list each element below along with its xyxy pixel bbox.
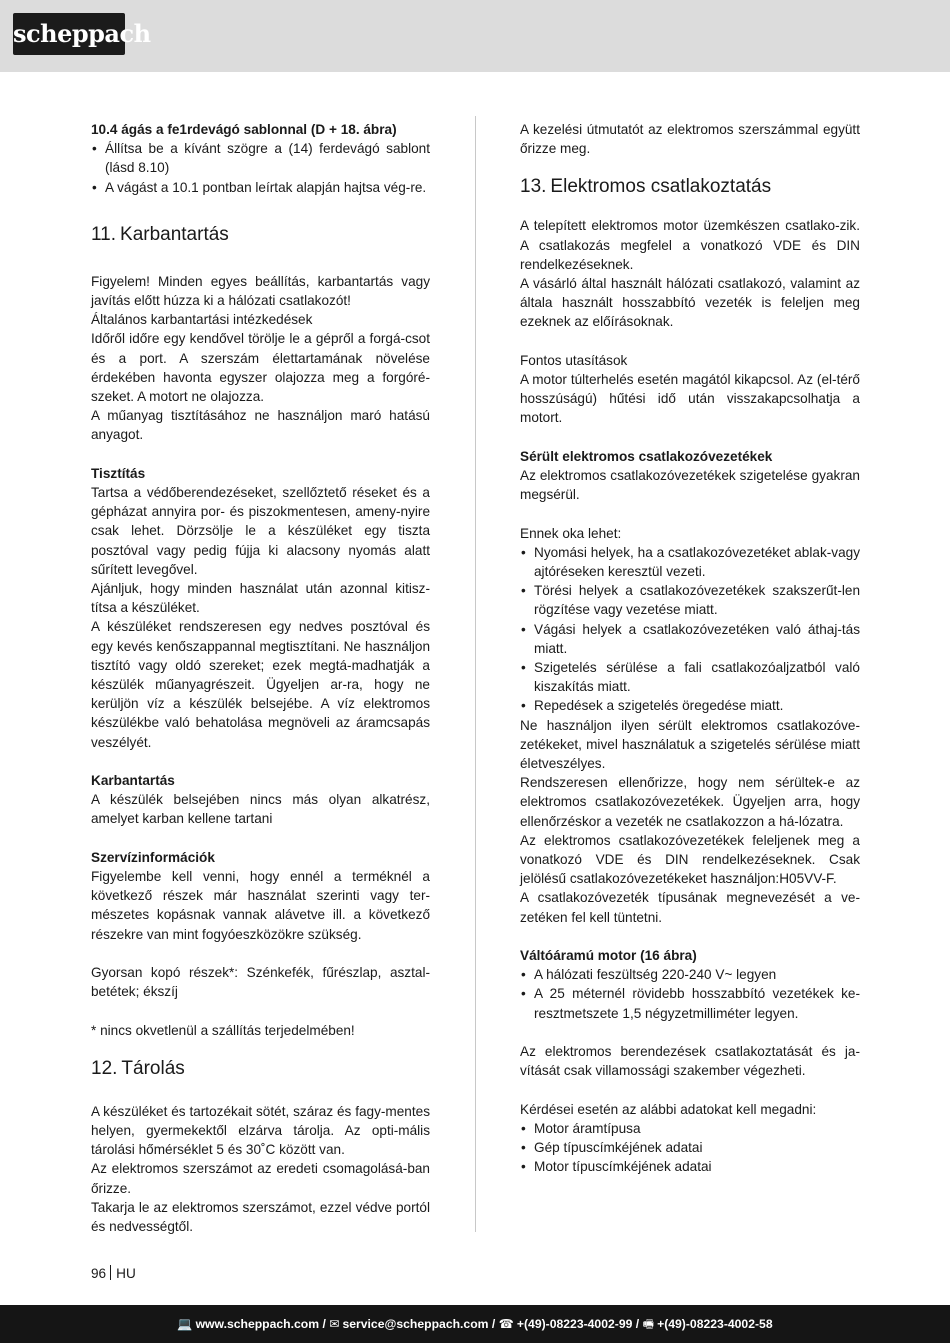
phone-number: +(49)-08223-4002-99 [516, 1317, 633, 1331]
paragraph: A műanyag tisztításához ne használjon maró hatású anyagot. [91, 408, 430, 443]
column-divider [475, 116, 476, 1232]
paragraph: Figyelembe kell venni, hogy ennél a terméknél a következő részek már használat szerinti vagy ter-mészetes kopásnak vannak alávetve ill. a következő részekre van mint fogyóeszközökre szükség. [91, 869, 430, 942]
section-title: Tárolás [121, 1057, 185, 1079]
computer-icon: 💻 [177, 1317, 193, 1331]
list-item: • A hálózati feszültség 220-240 V~ legyen [520, 965, 860, 984]
paragraph: A motor túlterhelés esetén magától kikapcsol. Az (el-térő hosszúságú) hűtési idő után visszakapcsolhatja a motort. [520, 372, 860, 426]
email-link[interactable]: service@scheppach.com [342, 1317, 489, 1331]
list-item: • Motor áramtípusa [520, 1119, 860, 1138]
list-item: • Törési helyek a csatlakozóvezetékek szakszerűt-len rögzítése vagy vezetése miatt. [520, 581, 860, 619]
list-item: • Motor típuscímkéjének adatai [520, 1157, 860, 1176]
phone-icon: ☎ [498, 1317, 514, 1331]
separator: / [635, 1317, 640, 1331]
page-number: 96 [91, 1266, 107, 1281]
paragraph: A készülék belsejében nincs más olyan alkatrész, amelyet karban kellene tartani [91, 792, 430, 827]
list-item: • Vágási helyek a csatlakozóvezetéken való áthaj-tás miatt. [520, 620, 860, 658]
damaged-cables-heading: Sérült elektromos csatlakozóvezetékek [520, 448, 773, 464]
section-title: Elektromos csatlakoztatás [550, 176, 772, 198]
page-header [0, 0, 950, 72]
paragraph: A vásárló által használt hálózati csatlakozó, valamint az általa használt hosszabbító vezeték is feleljen meg ezeknek az előírásoknak. [520, 276, 860, 330]
paragraph: A kezelési útmutatót az elektromos szerszámmal együtt őrizze meg. [520, 122, 860, 157]
paragraph: Az elektromos berendezések csatlakoztatását és ja-vítását csak villamossági szakember végezheti. [520, 1044, 860, 1079]
paragraph: Kérdései esetén az alábbi adatokat kell megadni: [520, 1101, 817, 1117]
paragraph: Ajánljuk, hogy minden használat után azonnal kitisz-títsa a készüléket. [91, 581, 430, 616]
scheppach-logo: scheppach [13, 13, 125, 55]
section-number: 11. [91, 223, 117, 245]
paragraph: Az elektromos csatlakozóvezetékek feleljenek meg a vonatkozó VDE és DIN rendelkezéseknek. Csak jelölésű csatlakozóvezetékeket használjon:H05VV-F. [520, 832, 860, 887]
left-column [91, 120, 430, 1236]
list-item: • Nyomási helyek, ha a csatlakozóvezetéket ablak-vagy ajtóréseken keresztül vezeti. [520, 543, 860, 581]
fax-number: +(49)-08223-4002-58 [657, 1317, 773, 1331]
paragraph: Általános karbantartási intézkedések [91, 312, 313, 328]
paragraph: Gyorsan kopó részek*: Szénkefék, fűrészlap, asztal-betétek; ékszíj [91, 965, 430, 1000]
list-item: • A vágást a 10.1 pontban leírtak alapján hajtsa vég-re. [91, 178, 430, 197]
separator-bar [110, 1265, 111, 1280]
causes-list [520, 543, 860, 716]
service-info-heading: Szervízinformációk [91, 849, 215, 865]
paragraph: Ne használjon ilyen sérült elektromos csatlakozóve-zetékeket, mivel használatuk a szigetelés sérülése miatt életveszélyes. [520, 717, 860, 772]
ac-motor-list [520, 965, 860, 1023]
paragraph: A telepített elektromos motor üzemkészen csatlako-zik. A csatlakozás megfelel a vonatkozó VDE és DIN rendelkezéseknek. [520, 218, 860, 272]
ac-motor-heading: Váltóáramú motor (16 ábra) [520, 948, 697, 964]
section-12-heading [91, 1057, 430, 1081]
maintenance-heading: Karbantartás [91, 773, 175, 789]
section-11-heading [91, 223, 430, 247]
paragraph: A csatlakozóvezeték típusának megnevezését a ve-zetéken fel kell tüntetni. [520, 890, 860, 925]
paragraph: A készüléket rendszeresen egy nedves posztóval és egy kevés kenőszappannal megtisztítani. Ne használjon tisztító vagy oldó szereket; ezek megtá-madhatják a készülék műanyagrészeit. Ügyeljen ar-ra, hogy ne kerüljön víz a készülék belsejébe. A víz elektromos készülékbe való behatolása megnöveli az áramcsapás veszélyét. [91, 619, 430, 750]
paragraph: * nincs okvetlenül a szállítás terjedelmében! [91, 1022, 355, 1038]
section-10-4-heading: 10.4 ágás a fe1rdevágó sablonnal (D + 18. ábra) [91, 122, 397, 137]
paragraph: A készüléket és tartozékait sötét, száraz és fagy-mentes helyen, gyermekektől elzárva tárolja. Az opti-mális tárolási hőmérséklet 5 és 30˚C között van. [91, 1103, 430, 1158]
section-13-heading [520, 175, 860, 199]
page-number-label [91, 1264, 136, 1283]
paragraph: Rendszeresen ellenőrizze, hogy nem sérültek-e az elektromos csatlakozóvezetékek. Ügyeljen arra, hogy ellenőrzéskor a vezeték ne csatlakozzon a há-lózatra. [520, 775, 860, 829]
section-number: 13. [520, 176, 547, 198]
paragraph: Fontos utasítások [520, 352, 628, 368]
list-item: • A 25 méternél rövidebb hosszabbító vezetékek ke-resztmetszete 1,5 négyzetmilliméter legyen. [520, 984, 860, 1022]
website-link[interactable]: www.scheppach.com [195, 1317, 320, 1331]
mail-icon: ✉ [329, 1317, 340, 1331]
section-number: 12. [91, 1057, 118, 1079]
paragraph: Takarja le az elektromos szerszámot, ezzel védve portól és nedvességtől. [91, 1199, 430, 1235]
section-10-4-list [91, 139, 430, 197]
list-item: • Szigetelés sérülése a fali csatlakozóaljzatból való kiszakítás miatt. [520, 658, 860, 696]
paragraph: Az elektromos csatlakozóvezetékek szigetelése gyakran megsérül. [520, 468, 860, 503]
separator: / [322, 1317, 326, 1331]
contact-bar [0, 1305, 950, 1343]
paragraph: Időről időre egy kendővel törölje le a gépről a forgá-csot és a port. A szerszám élettartamának növelése érdekében havonta egyszer olajozza meg a forgóré-szeket. A motort ne olajozza. [91, 331, 430, 405]
right-column [520, 120, 860, 1176]
paragraph: Ennek oka lehet: [520, 525, 622, 541]
separator: / [491, 1317, 496, 1331]
list-item: • Gép típuscímkéjének adatai [520, 1138, 860, 1157]
paragraph: Figyelem! Minden egyes beállítás, karbantartás vagy javítás előtt húzza ki a hálózati csatlakozót! [91, 273, 430, 309]
paragraph: Tartsa a védőberendezéseket, szellőztető réseket és a gépházat annyira por- és piszokmentesen, ameny-nyire csak lehet. Dörzsölje le a készüléket egy tiszta posztóval vagy pedig fújja ki alacsony nyomás alatt sűrített levegővel. [91, 485, 430, 577]
questions-list [520, 1119, 860, 1177]
list-item: • Állítsa be a kívánt szögre a (14) ferdevágó sablont (lásd 8.10) [91, 139, 430, 177]
language-code: HU [116, 1266, 136, 1281]
section-title: Karbantartás [120, 223, 229, 245]
list-item: • Repedések a szigetelés öregedése miatt. [520, 696, 860, 715]
fax-icon: 🖷 [642, 1317, 655, 1331]
paragraph: Az elektromos szerszámot az eredeti csomagolásá-ban őrizze. [91, 1161, 430, 1196]
cleaning-heading: Tisztítás [91, 465, 146, 481]
